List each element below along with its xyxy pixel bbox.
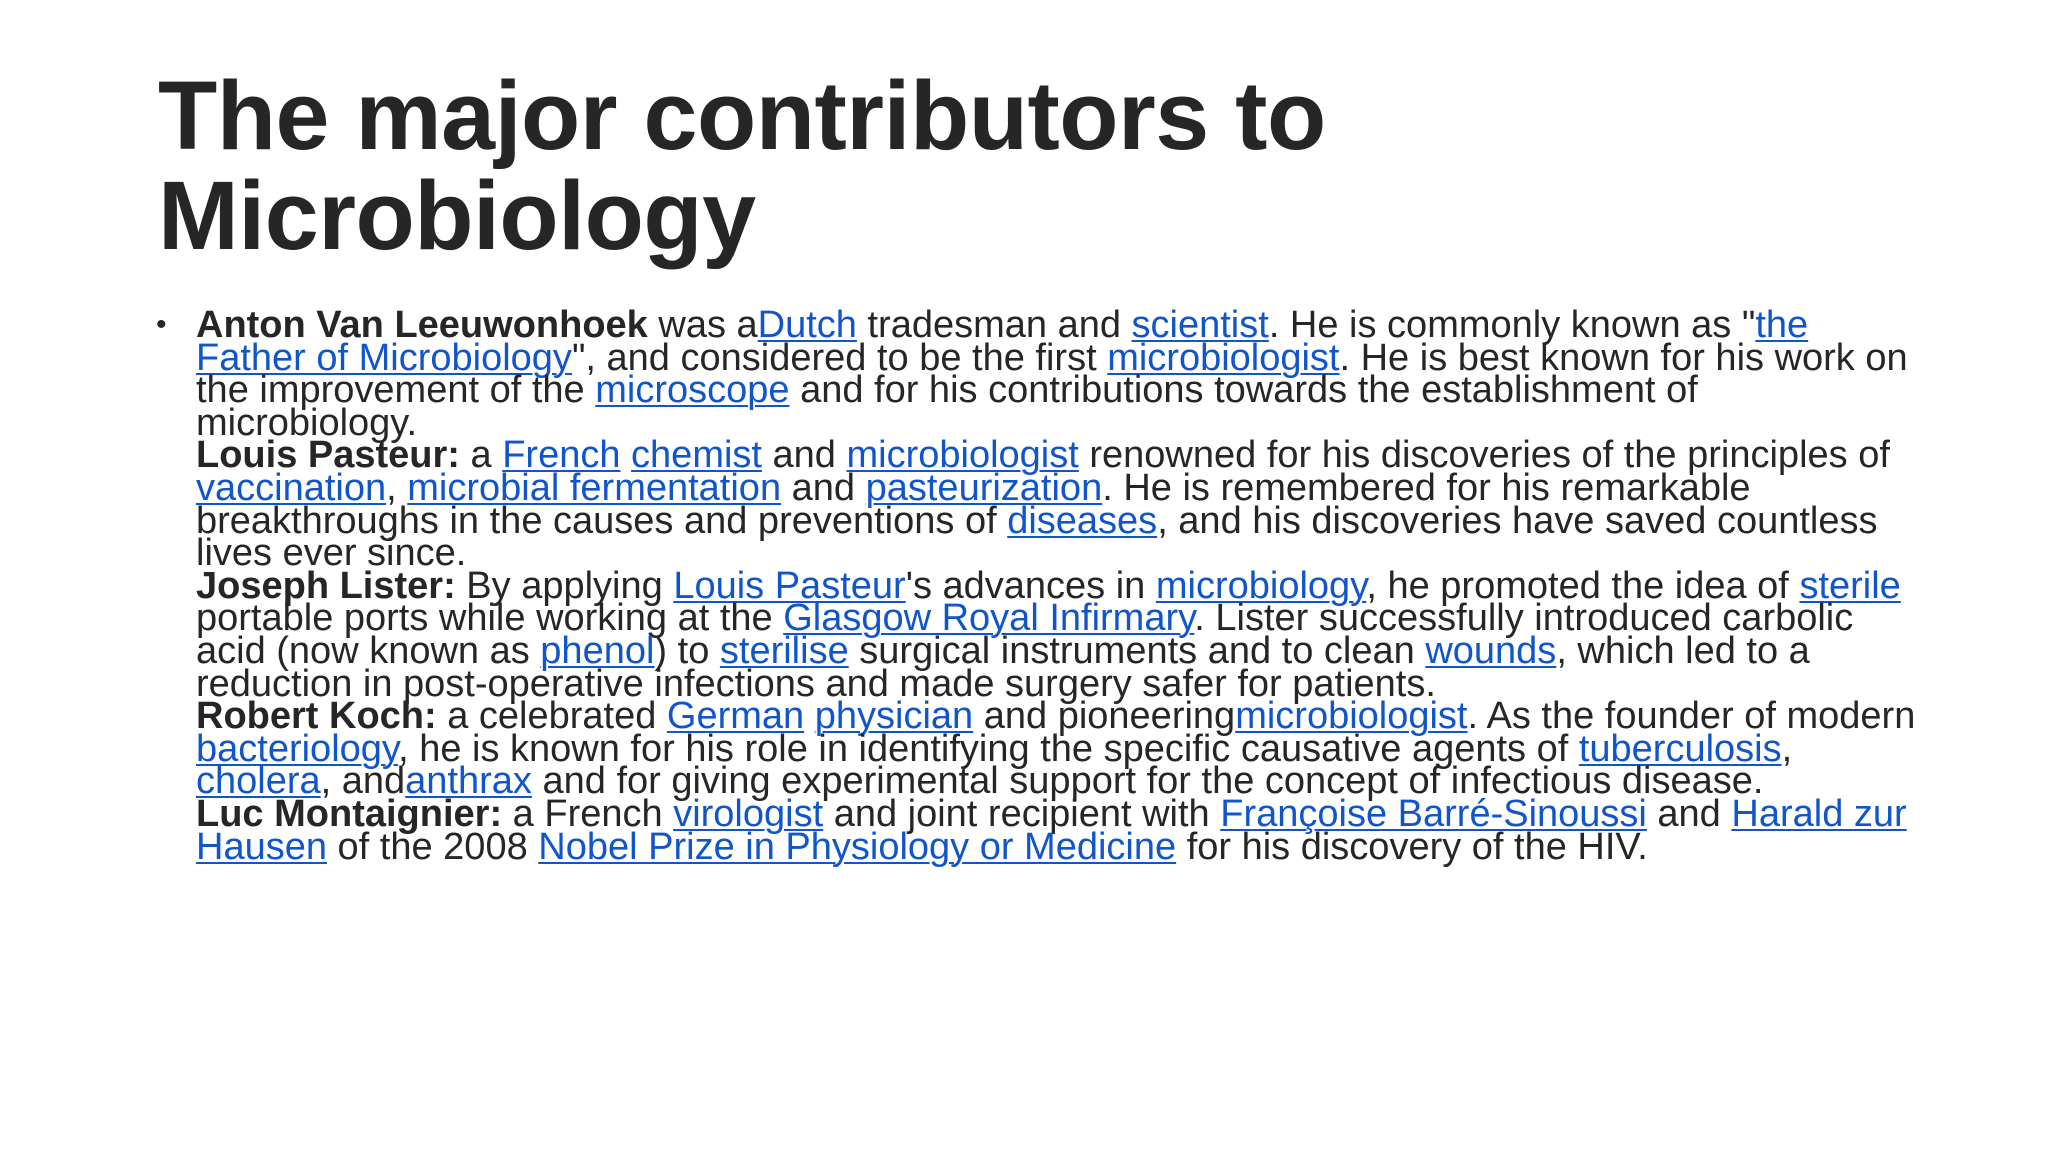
- link-french[interactable]: French: [502, 434, 621, 477]
- paragraph-text: and pioneering: [973, 695, 1236, 738]
- link-pasteurization[interactable]: pasteurization: [865, 466, 1103, 509]
- contributor-name: Luc Montaignier:: [196, 792, 503, 835]
- paragraph-text: and joint recipient with: [823, 792, 1221, 835]
- paragraph-text: and: [761, 434, 847, 477]
- link-anthrax[interactable]: anthrax: [405, 760, 532, 803]
- link-tuberculosis[interactable]: tuberculosis: [1578, 727, 1782, 770]
- paragraph-text: of the 2008: [326, 825, 539, 868]
- link-glasgow-royal-infirmary[interactable]: Glasgow Royal Infirmary: [783, 597, 1195, 640]
- link-bacteriology[interactable]: bacteriology: [196, 727, 399, 770]
- link-cholera[interactable]: cholera: [196, 760, 321, 803]
- paragraph-text: a celebrated: [436, 695, 667, 738]
- bullet-list-item: [156, 304, 1916, 868]
- paragraph-text: , and: [320, 760, 406, 803]
- paragraph-text: ,: [386, 466, 408, 509]
- slide-title: [158, 61, 1658, 270]
- link-louis-pasteur[interactable]: Louis Pasteur: [673, 564, 906, 607]
- link-microbial-fermentation[interactable]: microbial fermentation: [407, 466, 782, 509]
- link-microbiologist[interactable]: microbiologist: [1107, 336, 1340, 379]
- paragraph-text: portable ports while working at the: [196, 597, 784, 640]
- link-harald-zur-hausen[interactable]: Harald zur Hausen: [196, 792, 1907, 868]
- link-microscope[interactable]: microscope: [595, 369, 790, 412]
- link-microbiology[interactable]: microbiology: [1155, 564, 1367, 607]
- paragraph-text: , he is known for his role in identifying the specific causative agents of: [398, 727, 1579, 770]
- paragraph-text: and: [1646, 792, 1732, 835]
- paragraph-text: , he promoted the idea of: [1366, 564, 1800, 607]
- paragraph-text: a: [459, 434, 503, 477]
- link-microbiologist[interactable]: microbiologist: [1235, 695, 1468, 738]
- paragraph-text: By applying: [455, 564, 674, 607]
- link-sterile[interactable]: sterile: [1799, 564, 1901, 607]
- link-wounds[interactable]: wounds: [1425, 629, 1557, 672]
- paragraph-text: 's advances in: [905, 564, 1156, 607]
- link-virologist[interactable]: virologist: [673, 792, 824, 835]
- paragraph-text: renowned for his discoveries of the principles of: [1078, 434, 1890, 477]
- paragraph-text: a French: [502, 792, 674, 835]
- link-phenol[interactable]: phenol: [540, 629, 655, 672]
- link-nobel-prize-in-physiology-or-medicine[interactable]: Nobel Prize in Physiology or Medicine: [538, 825, 1177, 868]
- paragraph-text: surgical instruments and to clean: [848, 629, 1426, 672]
- paragraph-text: ) to: [654, 629, 720, 672]
- contributor-name: Joseph Lister:: [196, 564, 456, 607]
- paragraph-montagnier: [196, 792, 1916, 868]
- paragraph-text: , which led to a reduction in post-operative infections and made surgery safer for patients.: [196, 629, 1810, 705]
- contributor-name: Anton Van Leeuwonhoek: [196, 304, 648, 346]
- paragraph-text: and for his contributions towards the establishment of microbiology.: [196, 369, 1698, 444]
- link-the-father-of-microbiology[interactable]: the Father of Microbiology: [196, 304, 1809, 379]
- link-chemist[interactable]: chemist: [631, 434, 762, 477]
- paragraph-text: ,: [1781, 727, 1793, 770]
- paragraph-text: tradesman and: [856, 304, 1132, 346]
- link-physician[interactable]: physician: [814, 695, 974, 738]
- paragraph-text: for his discovery of the HIV.: [1176, 825, 1648, 868]
- link-vaccination[interactable]: vaccination: [196, 466, 387, 509]
- paragraph-pasteur: [196, 434, 1916, 575]
- paragraph-text: . Lister successfully introduced carbolic acid (now known as: [196, 597, 1854, 672]
- bullet-icon: •: [156, 308, 167, 341]
- paragraph-text: was a: [647, 304, 758, 346]
- contributor-name: Louis Pasteur:: [196, 434, 460, 477]
- paragraph-text: . He is commonly known as ": [1268, 304, 1756, 346]
- paragraph-text: and: [781, 466, 866, 509]
- paragraph-koch: [196, 695, 1916, 803]
- paragraph-text: . He is best known for his work on the improvement of the: [196, 336, 1908, 412]
- link-fran-oise-barr-sinoussi[interactable]: Françoise Barré-Sinoussi: [1220, 792, 1647, 835]
- link-diseases[interactable]: diseases: [1007, 499, 1158, 542]
- paragraph-leeuwenhoek: [196, 304, 1916, 444]
- link-german[interactable]: German: [666, 695, 805, 738]
- paragraph-text: , and his discoveries have saved countless lives ever since.: [196, 499, 1878, 575]
- paragraph-text: ", and considered to be the first: [571, 336, 1108, 379]
- paragraph-text: . He is remembered for his remarkable breakthroughs in the causes and preventions of: [196, 466, 1751, 542]
- link-dutch[interactable]: Dutch: [757, 304, 857, 346]
- contributor-name: Robert Koch:: [196, 695, 437, 738]
- slide-title-line-2: Microbiology: [158, 161, 756, 270]
- paragraph-lister: [196, 564, 1916, 705]
- slide-title-line-1: The major contributors to: [158, 61, 1326, 170]
- link-microbiologist[interactable]: microbiologist: [846, 434, 1079, 477]
- link-scientist[interactable]: scientist: [1131, 304, 1269, 346]
- paragraph-text: and for giving experimental support for the concept of infectious disease.: [531, 760, 1764, 803]
- paragraph-text: . As the founder of modern: [1467, 695, 1916, 738]
- link-sterilise[interactable]: sterilise: [719, 629, 849, 672]
